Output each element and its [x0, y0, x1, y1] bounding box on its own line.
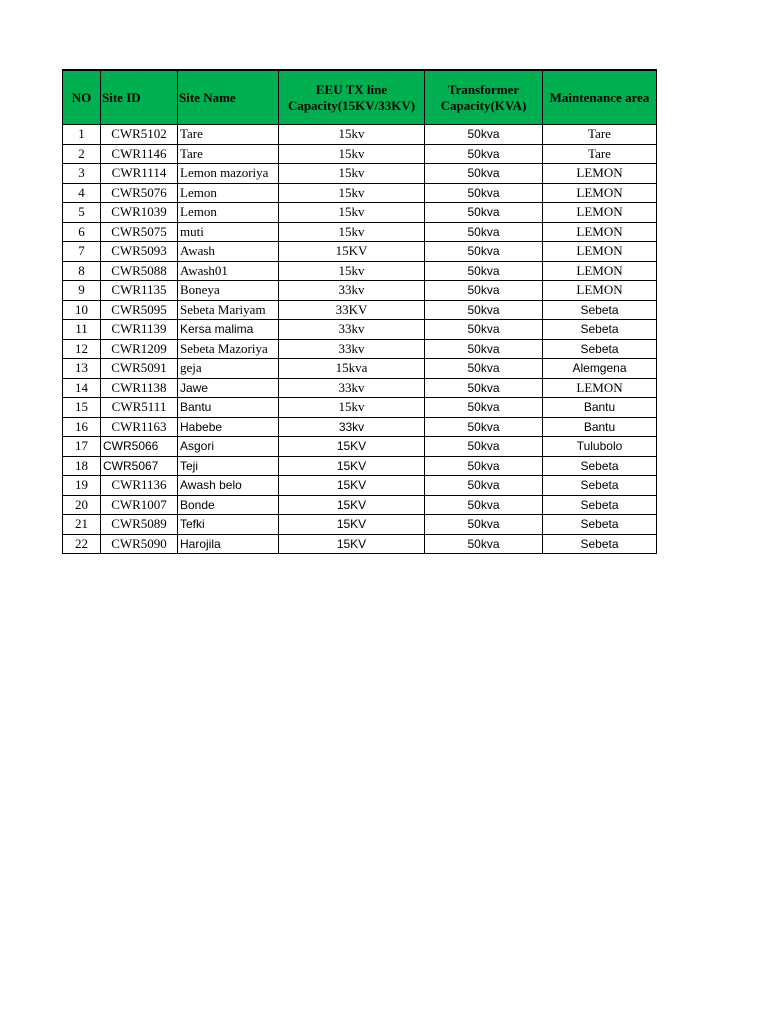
table-row: [63, 183, 657, 203]
cell-no: 4: [63, 183, 101, 203]
table-row: [63, 281, 657, 301]
table-row: [63, 164, 657, 184]
cell-line-capacity: 15kv: [279, 222, 425, 242]
cell-line-capacity: 15kv: [279, 164, 425, 184]
cell-transformer-capacity: 50kva: [425, 495, 543, 515]
cell-no: 9: [63, 281, 101, 301]
cell-transformer-capacity: 50kva: [425, 320, 543, 340]
cell-site-id: CWR1138: [101, 378, 178, 398]
cell-transformer-capacity: 50kva: [425, 125, 543, 145]
table-row: [63, 378, 657, 398]
cell-transformer-capacity: 50kva: [425, 515, 543, 535]
cell-line-capacity: 33kv: [279, 281, 425, 301]
cell-no: 18: [63, 456, 101, 476]
cell-transformer-capacity: 50kva: [425, 242, 543, 262]
table-row: [63, 495, 657, 515]
cell-maintenance-area: LEMON: [543, 164, 657, 184]
cell-maintenance-area: Sebeta: [543, 456, 657, 476]
cell-site-name: Boneya: [178, 281, 279, 301]
table-row: [63, 125, 657, 145]
cell-site-id: CWR5093: [101, 242, 178, 262]
table-row: [63, 339, 657, 359]
table-row: [63, 417, 657, 437]
cell-line-capacity: 15KV: [279, 495, 425, 515]
cell-transformer-capacity: 50kva: [425, 164, 543, 184]
cell-site-id: CWR1114: [101, 164, 178, 184]
table-row: [63, 534, 657, 554]
cell-site-name: Bantu: [178, 398, 279, 418]
cell-maintenance-area: LEMON: [543, 203, 657, 223]
cell-site-name: Asgori: [178, 437, 279, 457]
cell-site-name: Jawe: [178, 378, 279, 398]
cell-line-capacity: 15KV: [279, 456, 425, 476]
cell-line-capacity: 15KV: [279, 242, 425, 262]
table-row: [63, 398, 657, 418]
cell-transformer-capacity: 50kva: [425, 456, 543, 476]
cell-site-id: CWR5067: [101, 456, 178, 476]
cell-site-name: Habebe: [178, 417, 279, 437]
cell-line-capacity: 15KV: [279, 534, 425, 554]
cell-no: 6: [63, 222, 101, 242]
cell-transformer-capacity: 50kva: [425, 534, 543, 554]
header-line-capacity-line2: Capacity(15KV/33KV): [287, 97, 416, 113]
cell-site-name: Tare: [178, 144, 279, 164]
cell-no: 16: [63, 417, 101, 437]
table-row: [63, 456, 657, 476]
cell-transformer-capacity: 50kva: [425, 339, 543, 359]
cell-maintenance-area: Alemgena: [543, 359, 657, 379]
cell-site-name: Awash: [178, 242, 279, 262]
header-transformer-line2: Capacity(KVA): [440, 97, 527, 113]
table-header-row: [63, 70, 657, 125]
cell-transformer-capacity: 50kva: [425, 222, 543, 242]
cell-site-id: CWR5111: [101, 398, 178, 418]
cell-line-capacity: 15kv: [279, 144, 425, 164]
cell-maintenance-area: Sebeta: [543, 320, 657, 340]
cell-site-id: CWR5089: [101, 515, 178, 535]
cell-transformer-capacity: 50kva: [425, 281, 543, 301]
cell-maintenance-area: LEMON: [543, 183, 657, 203]
cell-no: 17: [63, 437, 101, 457]
table-row: [63, 359, 657, 379]
cell-maintenance-area: Tare: [543, 125, 657, 145]
cell-line-capacity: 33kv: [279, 378, 425, 398]
header-maintenance-area: Maintenance area: [543, 70, 657, 125]
cell-maintenance-area: LEMON: [543, 242, 657, 262]
cell-line-capacity: 15kva: [279, 359, 425, 379]
cell-maintenance-area: Tulubolo: [543, 437, 657, 457]
cell-maintenance-area: Bantu: [543, 398, 657, 418]
header-transformer-capacity: [425, 70, 543, 125]
cell-no: 10: [63, 300, 101, 320]
cell-transformer-capacity: 50kva: [425, 144, 543, 164]
cell-line-capacity: 15KV: [279, 515, 425, 535]
cell-no: 7: [63, 242, 101, 262]
cell-no: 11: [63, 320, 101, 340]
cell-no: 3: [63, 164, 101, 184]
cell-transformer-capacity: 50kva: [425, 359, 543, 379]
cell-site-name: Lemon: [178, 203, 279, 223]
cell-site-name: muti: [178, 222, 279, 242]
table-row: [63, 300, 657, 320]
cell-maintenance-area: Sebeta: [543, 476, 657, 496]
table-row: [63, 320, 657, 340]
cell-no: 21: [63, 515, 101, 535]
table-row: [63, 515, 657, 535]
cell-no: 22: [63, 534, 101, 554]
cell-site-id: CWR5066: [101, 437, 178, 457]
cell-site-name: Lemon mazoriya: [178, 164, 279, 184]
cell-no: 19: [63, 476, 101, 496]
cell-site-id: CWR1209: [101, 339, 178, 359]
cell-site-name: Awash01: [178, 261, 279, 281]
cell-transformer-capacity: 50kva: [425, 476, 543, 496]
cell-site-name: Teji: [178, 456, 279, 476]
header-site-name: Site Name: [178, 70, 279, 125]
cell-transformer-capacity: 50kva: [425, 398, 543, 418]
cell-site-id: CWR1139: [101, 320, 178, 340]
cell-no: 13: [63, 359, 101, 379]
table-row: [63, 437, 657, 457]
cell-site-id: CWR1007: [101, 495, 178, 515]
cell-line-capacity: 33KV: [279, 300, 425, 320]
table-row: [63, 144, 657, 164]
cell-site-name: geja: [178, 359, 279, 379]
cell-site-name: Awash belo: [178, 476, 279, 496]
cell-site-id: CWR5095: [101, 300, 178, 320]
header-site-id: Site ID: [101, 70, 178, 125]
cell-maintenance-area: Sebeta: [543, 515, 657, 535]
cell-transformer-capacity: 50kva: [425, 203, 543, 223]
cell-no: 20: [63, 495, 101, 515]
cell-site-id: CWR1146: [101, 144, 178, 164]
cell-site-id: CWR5102: [101, 125, 178, 145]
cell-no: 12: [63, 339, 101, 359]
table-row: [63, 476, 657, 496]
cell-line-capacity: 15KV: [279, 437, 425, 457]
cell-maintenance-area: Tare: [543, 144, 657, 164]
cell-line-capacity: 15kv: [279, 125, 425, 145]
cell-line-capacity: 15kv: [279, 261, 425, 281]
cell-maintenance-area: Bantu: [543, 417, 657, 437]
cell-transformer-capacity: 50kva: [425, 417, 543, 437]
cell-transformer-capacity: 50kva: [425, 261, 543, 281]
cell-maintenance-area: Sebeta: [543, 300, 657, 320]
cell-line-capacity: 33kv: [279, 417, 425, 437]
cell-no: 5: [63, 203, 101, 223]
table-body: [63, 125, 657, 554]
cell-line-capacity: 15kv: [279, 398, 425, 418]
cell-site-name: Tare: [178, 125, 279, 145]
cell-line-capacity: 15kv: [279, 183, 425, 203]
cell-maintenance-area: Sebeta: [543, 495, 657, 515]
cell-no: 15: [63, 398, 101, 418]
table-row: [63, 242, 657, 262]
cell-maintenance-area: LEMON: [543, 281, 657, 301]
cell-maintenance-area: LEMON: [543, 222, 657, 242]
header-transformer-line1: Transformer: [447, 81, 520, 97]
cell-transformer-capacity: 50kva: [425, 300, 543, 320]
cell-site-name: Sebeta Mazoriya: [178, 339, 279, 359]
cell-no: 8: [63, 261, 101, 281]
cell-site-id: CWR5091: [101, 359, 178, 379]
table-row: [63, 261, 657, 281]
cell-site-id: CWR5088: [101, 261, 178, 281]
cell-transformer-capacity: 50kva: [425, 378, 543, 398]
cell-no: 14: [63, 378, 101, 398]
cell-site-name: Tefki: [178, 515, 279, 535]
cell-site-name: Lemon: [178, 183, 279, 203]
cell-site-id: CWR1135: [101, 281, 178, 301]
cell-no: 1: [63, 125, 101, 145]
site-table: [62, 69, 657, 554]
cell-line-capacity: 15KV: [279, 476, 425, 496]
cell-maintenance-area: Sebeta: [543, 534, 657, 554]
cell-line-capacity: 33kv: [279, 339, 425, 359]
cell-maintenance-area: LEMON: [543, 261, 657, 281]
cell-transformer-capacity: 50kva: [425, 183, 543, 203]
cell-site-id: CWR5090: [101, 534, 178, 554]
cell-site-id: CWR5075: [101, 222, 178, 242]
table-row: [63, 222, 657, 242]
header-no: NO: [63, 70, 101, 125]
cell-site-name: Kersa malima: [178, 320, 279, 340]
table-row: [63, 203, 657, 223]
cell-site-name: Sebeta Mariyam: [178, 300, 279, 320]
cell-site-id: CWR5076: [101, 183, 178, 203]
cell-maintenance-area: LEMON: [543, 378, 657, 398]
header-line-capacity: [279, 70, 425, 125]
cell-site-id: CWR1039: [101, 203, 178, 223]
cell-maintenance-area: Sebeta: [543, 339, 657, 359]
cell-site-id: CWR1136: [101, 476, 178, 496]
header-line-capacity-line1: EEU TX line: [315, 81, 388, 97]
cell-line-capacity: 33kv: [279, 320, 425, 340]
cell-no: 2: [63, 144, 101, 164]
cell-site-name: Harojila: [178, 534, 279, 554]
cell-line-capacity: 15kv: [279, 203, 425, 223]
cell-transformer-capacity: 50kva: [425, 437, 543, 457]
cell-site-name: Bonde: [178, 495, 279, 515]
cell-site-id: CWR1163: [101, 417, 178, 437]
